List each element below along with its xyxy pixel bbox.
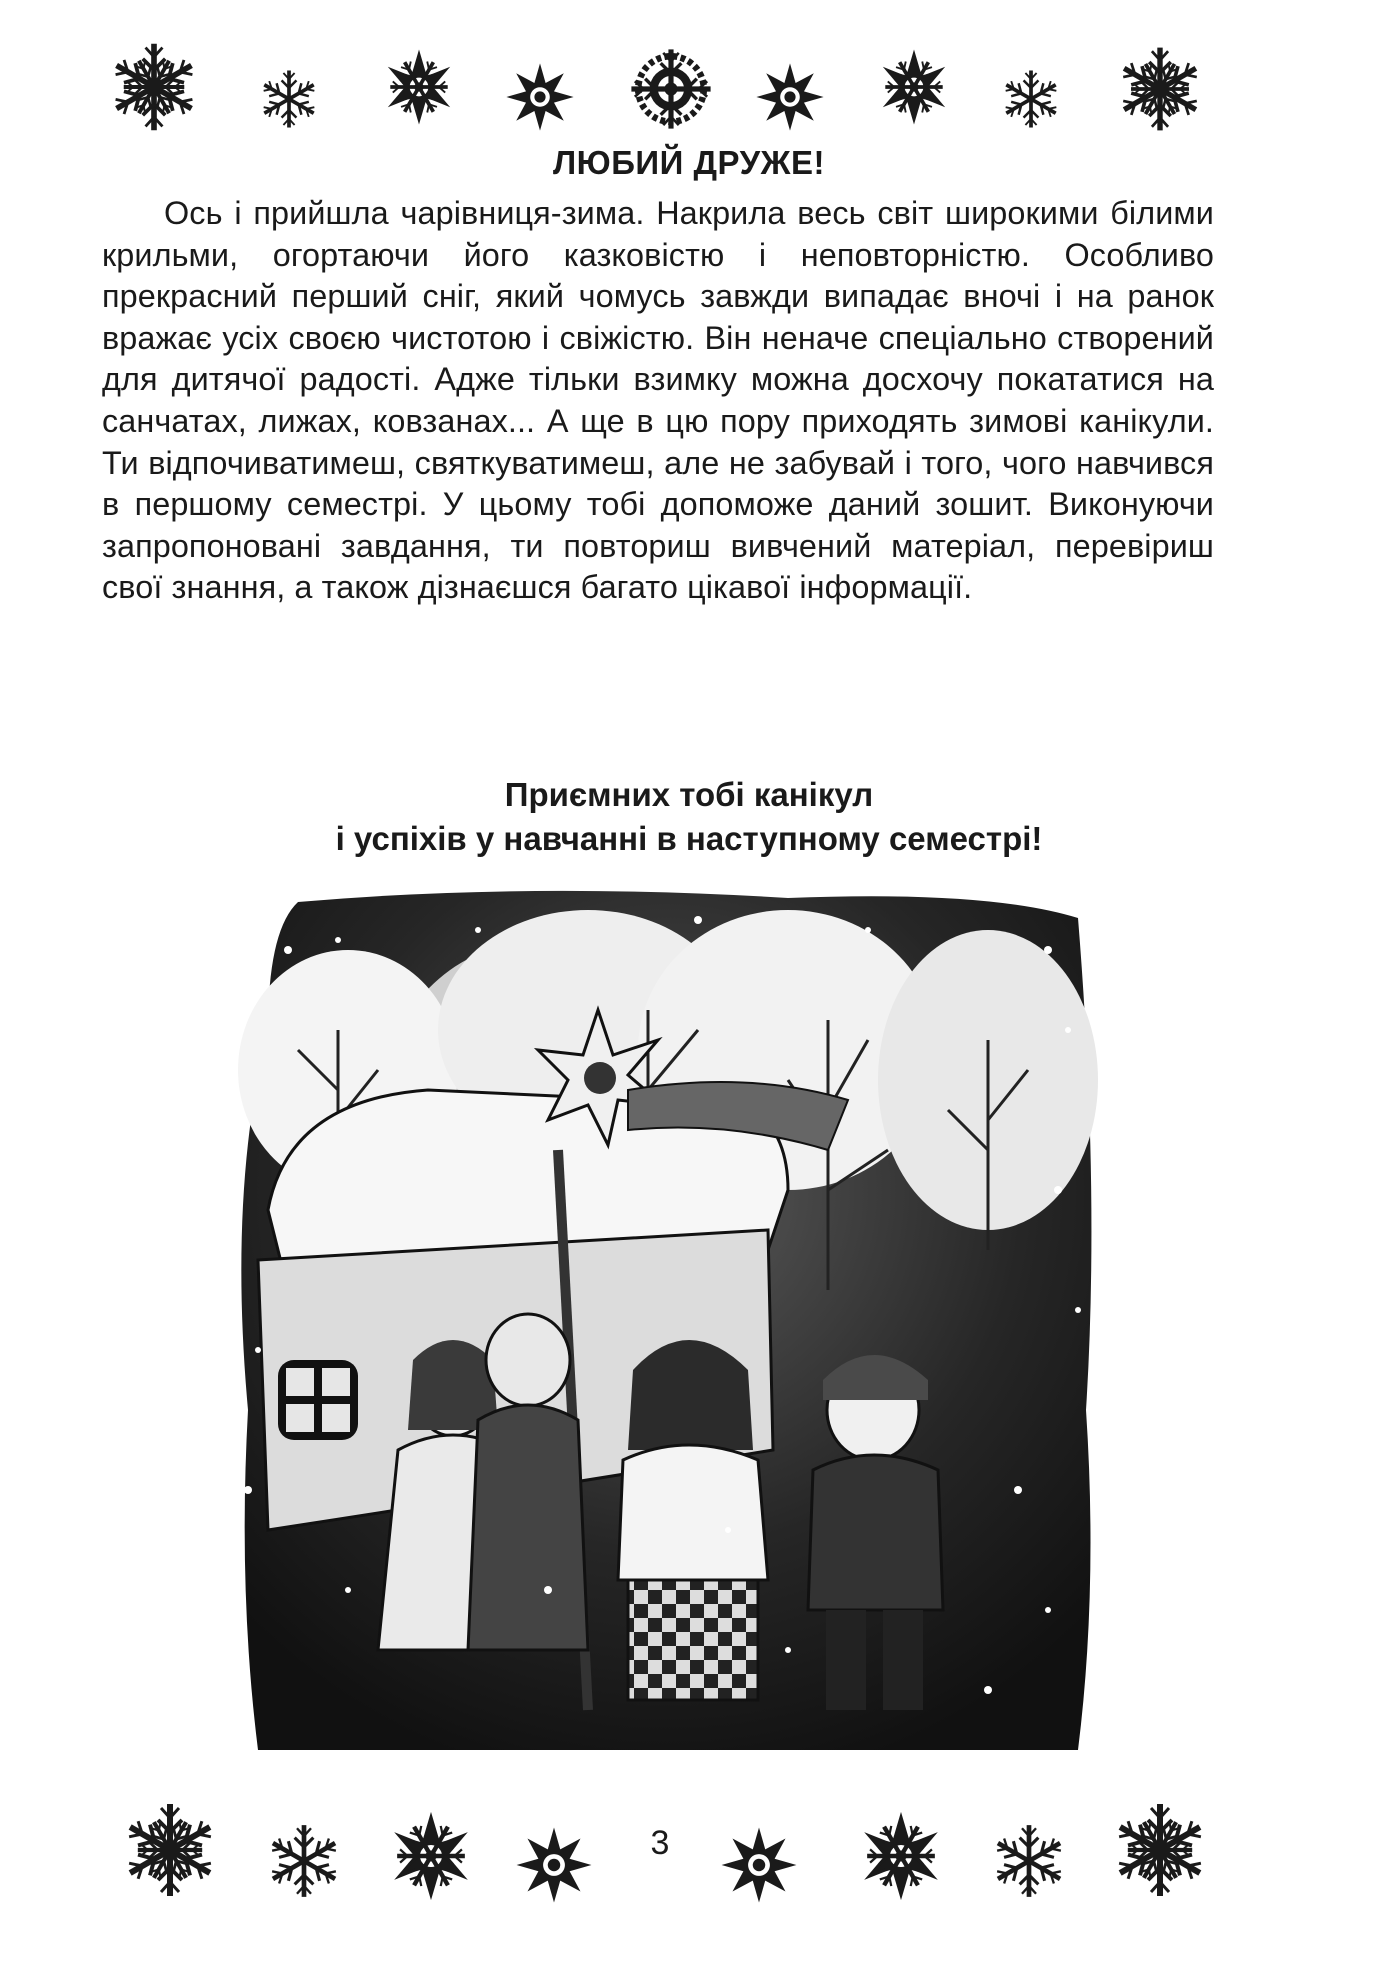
wish-line-1: Приємних тобі канікул (504, 776, 874, 813)
snowflake-icon (258, 68, 320, 130)
children-carolers (378, 1314, 943, 1710)
snowflake-icon (1000, 68, 1062, 130)
snowflake-icon (720, 1826, 798, 1904)
page-heading: ЛЮБИЙ ДРУЖЕ! (553, 144, 825, 181)
snowflake-icon (755, 62, 825, 132)
snowflake-icon (855, 1810, 947, 1902)
snowflake-icon (1110, 1800, 1210, 1900)
snowflake-icon (380, 48, 458, 126)
snowflake-icon (265, 1822, 343, 1900)
snowflake-icon (990, 1822, 1068, 1900)
snowflake-icon (1115, 44, 1205, 134)
snowflake-icon (875, 48, 953, 126)
snowflake-icon (385, 1810, 477, 1902)
bottom-snowflake-border (0, 1800, 1378, 1910)
snowflake-icon (515, 1826, 593, 1904)
page-number: 3 (650, 1824, 670, 1862)
carolers-illustration (228, 890, 1100, 1760)
snowflake-icon (505, 62, 575, 132)
snowflake-icon (107, 40, 201, 134)
snowflake-icon (630, 48, 712, 130)
top-snowflake-border (0, 40, 1378, 150)
wish-line-2: і успіхів у навчанні в наступному семестрі! (335, 820, 1043, 857)
snowflake-icon (120, 1800, 220, 1900)
intro-paragraph: Ось і прийшла чарівниця-зима. Накрила весь світ широкими білими крильми, огортаючи його казковістю і неповторністю. Особливо прекрасний перший сніг, який чомусь завжди випадає вночі і на ранок вражає усіх своєю чистотою і свіжістю. Він неначе спеціально створений для дитячої радості. Адже тільки взимку можна досхочу покататися на санчатах, лижах, ковзанах... А ще в цю пору приходять зимові канікули. Ти відпочиватимеш, святкуватимеш, але не забувай і того, чого навчився в першому семестрі. У цьому тобі допоможе даний зошит. Виконуючи запропоновані завдання, ти повториш вивчений матеріал, перевіриш свої знання, а також дізнаєшся багато цікавої інформації. (102, 195, 1214, 606)
window-icon (278, 1360, 358, 1440)
